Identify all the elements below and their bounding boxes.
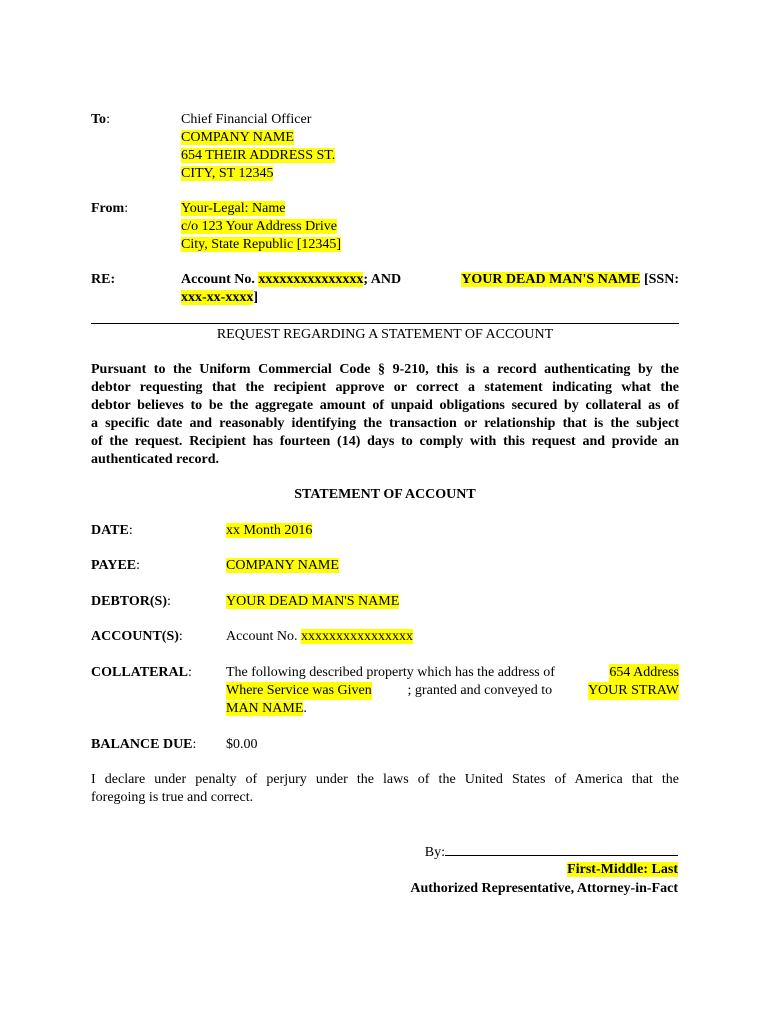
collateral-address-2: Where Service was Given (226, 683, 372, 698)
from-label-wrap (91, 200, 179, 218)
collateral-line-1 (226, 664, 679, 682)
to-address (181, 111, 679, 183)
re-label: RE: (91, 272, 116, 287)
date-label-wrap (91, 522, 225, 540)
accounts-value: xxxxxxxxxxxxxxxx (301, 629, 414, 644)
accounts-prefix: Account No. (226, 629, 302, 644)
collateral-straw-man-1: YOUR STRAW (587, 683, 679, 698)
collateral-value (226, 664, 679, 718)
re-account-number: xxxxxxxxxxxxxxx (258, 272, 364, 287)
to-label-wrap (91, 111, 179, 129)
declaration (91, 771, 679, 807)
signature-by-label: By: (424, 845, 445, 860)
to-label-colon: : (106, 112, 110, 127)
declaration-line-2: foregoing is true and correct. (91, 790, 254, 805)
debtors-label-wrap (91, 593, 225, 611)
payee-label-wrap (91, 557, 225, 575)
ucc-line-3: debtor believes to be the aggregate amount of unpaid obligations secured by collateral as of (91, 398, 679, 413)
from-street-address: c/o 123 Your Address Drive (181, 219, 337, 234)
re-and: ; AND (363, 272, 402, 287)
to-label: To (91, 112, 107, 127)
from-label-colon: : (124, 201, 129, 216)
re-line-1 (181, 271, 679, 289)
ucc-paragraph (91, 361, 679, 469)
collateral-line-3 (226, 700, 679, 718)
date-label-colon: : (128, 523, 133, 538)
payee-value: COMPANY NAME (226, 558, 339, 573)
payee-label: PAYEE (91, 558, 137, 573)
date-value: xx Month 2016 (226, 523, 313, 538)
to-street-address: 654 THEIR ADDRESS ST. (181, 148, 336, 163)
signature-title: Authorized Representative, Attorney-in-Fact (410, 881, 678, 896)
re-account-segment (181, 271, 401, 289)
header-divider (91, 323, 679, 324)
collateral-label: COLLATERAL (91, 665, 188, 680)
collateral-line-2 (226, 682, 679, 700)
signature-by-row (425, 843, 678, 862)
declaration-line-1: I declare under penalty of perjury under the laws of the United States of America that the (91, 772, 679, 787)
ucc-line-6: authenticated record. (91, 452, 220, 467)
from-label: From (91, 201, 125, 216)
accounts-label: ACCOUNT(S) (91, 629, 179, 644)
to-city-state-zip: CITY, ST 12345 (181, 166, 274, 181)
collateral-address-1: 654 Address (609, 665, 679, 680)
ucc-line-1: Pursuant to the Uniform Commercial Code § 9-210, this is a record authenticating by the (91, 362, 679, 377)
re-ssn-close: ] (253, 290, 258, 305)
re-subject (181, 271, 679, 307)
collateral-label-wrap (91, 664, 225, 682)
signature-line (445, 843, 678, 856)
statement-title: STATEMENT OF ACCOUNT (294, 487, 476, 502)
collateral-label-colon: : (187, 665, 192, 680)
from-city-state-zip: City, State Republic [12345] (181, 237, 342, 252)
accounts-label-colon: : (178, 629, 183, 644)
re-dead-mans-name: YOUR DEAD MAN'S NAME (461, 272, 641, 287)
debtors-label: DEBTOR(S) (91, 594, 167, 609)
re-line-2 (181, 289, 679, 307)
to-recipient-title: Chief Financial Officer (181, 112, 312, 127)
accounts-label-wrap (91, 628, 225, 646)
collateral-straw-man-2: MAN NAME (226, 701, 304, 716)
balance-label-wrap (91, 736, 225, 754)
collateral-text-2: ; granted and conveyed to (407, 683, 553, 698)
debtors-value: YOUR DEAD MAN'S NAME (226, 594, 400, 609)
re-name-segment (461, 271, 679, 289)
debtors-label-colon: : (166, 594, 171, 609)
date-label: DATE (91, 523, 129, 538)
re-ssn-label: [SSN: (640, 272, 679, 287)
from-legal-name: Your-Legal: Name (181, 201, 286, 216)
ucc-line-2: debtor requesting that the recipient approve or correct a statement indicating what the (91, 380, 679, 395)
balance-value: $0.00 (226, 737, 258, 752)
payee-label-colon: : (136, 558, 141, 573)
ucc-line-4: a specific date and reasonably identifying the transaction or relationship that is the subject (91, 416, 679, 431)
collateral-period: . (303, 701, 307, 716)
balance-label: BALANCE DUE (91, 737, 193, 752)
signature-name-row (567, 861, 678, 879)
ucc-line-5: of the request. Recipient has fourteen (14) days to comply with this request and provide an (91, 434, 679, 449)
re-account-prefix: Account No. (181, 272, 259, 287)
request-title: REQUEST REGARDING A STATEMENT OF ACCOUNT (216, 327, 554, 342)
balance-label-colon: : (192, 737, 197, 752)
to-company-name: COMPANY NAME (181, 130, 294, 145)
from-address (181, 200, 679, 254)
signature-name: First-Middle: Last (567, 862, 678, 877)
re-ssn-value: xxx-xx-xxxx (181, 290, 254, 305)
collateral-text-1: The following described property which has the address of (226, 665, 555, 680)
